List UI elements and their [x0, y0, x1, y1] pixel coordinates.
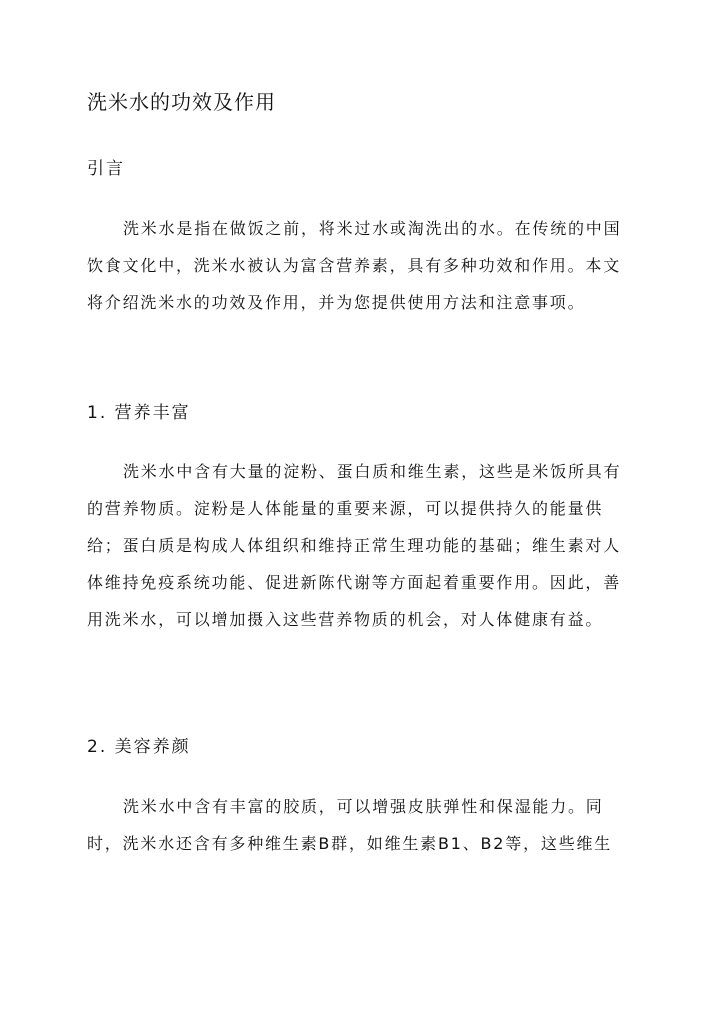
section-heading-intro: 引言 [87, 159, 125, 179]
paragraph-nutrition: 洗米水中含有大量的淀粉、蛋白质和维生素，这些是米饭所具有的营养物质。淀粉是人体能量的重要来源，可以提供持久的能量供给；蛋白质是构成人体组织和维持正常生理功能的基础；维生素对人体维持免疫系统功能、促进新陈代谢等方面起着重要作用。因此，善用洗米水，可以增加摄入这些营养物质的机会，对人体健康有益。 [87, 462, 622, 629]
document-title: 洗米水的功效及作用 [87, 90, 276, 114]
paragraph-beauty: 洗米水中含有丰富的胶质，可以增强皮肤弹性和保湿能力。同时，洗米水还含有多种维生素B群，如维生素B1、B2等，这些维生 [87, 797, 613, 853]
section-heading-nutrition: 1. 营养丰富 [87, 403, 191, 423]
section-heading-beauty: 2. 美容养颜 [87, 737, 191, 757]
paragraph-intro: 洗米水是指在做饭之前，将米过水或淘洗出的水。在传统的中国饮食文化中，洗米水被认为富含营养素，具有多种功效和作用。本文将介绍洗米水的功效及作用，并为您提供使用方法和注意事项。 [87, 219, 622, 312]
